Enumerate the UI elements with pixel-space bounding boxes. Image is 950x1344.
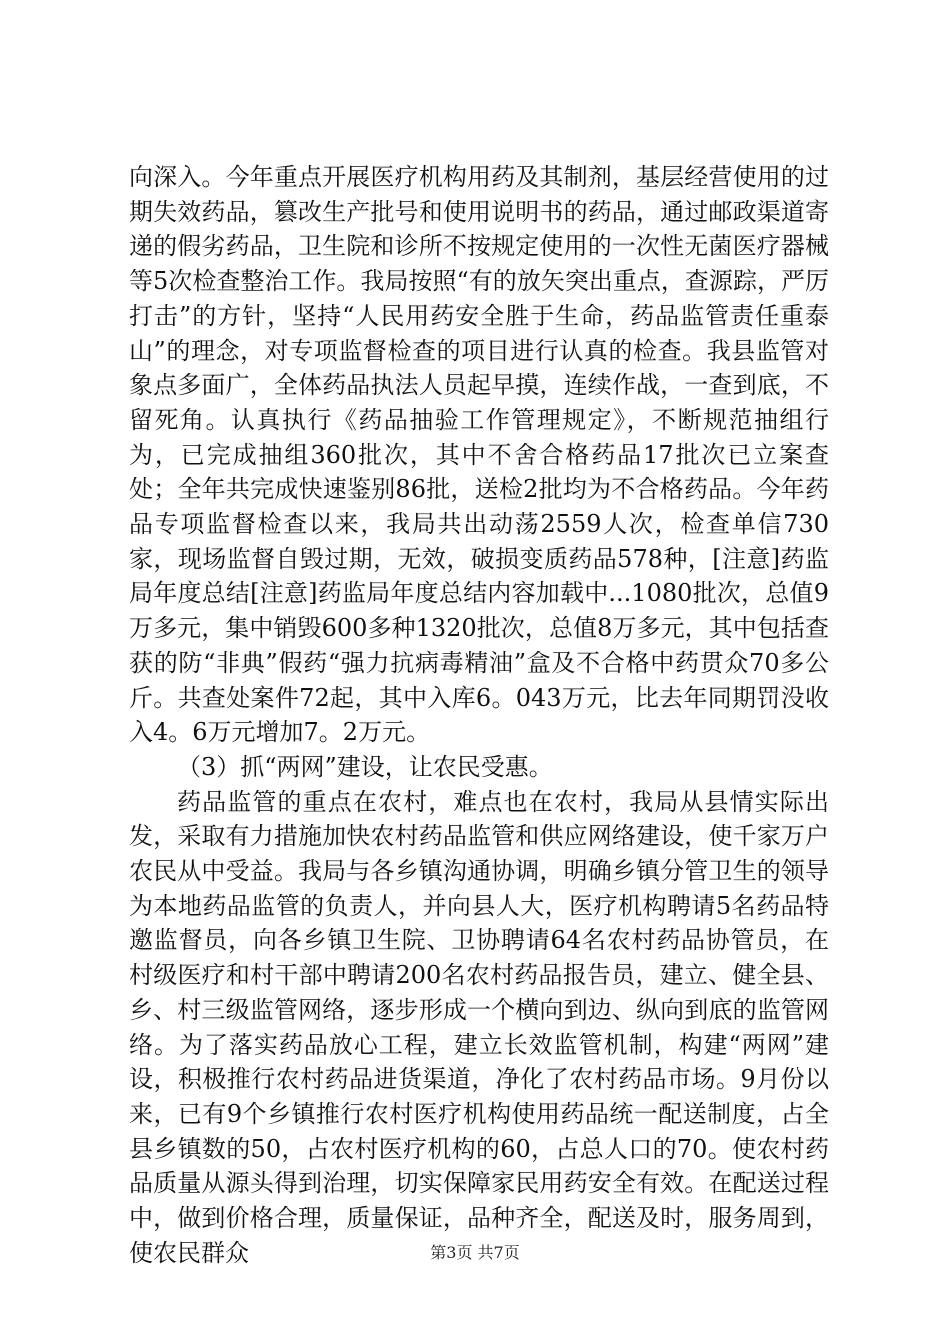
section-heading: （3）抓“两网”建设，让农民受惠。 [177, 752, 553, 781]
document-body [129, 160, 829, 1271]
paragraph: 向深入。今年重点开展医疗机构用药及其制剂，基层经营使用的过期失效药品，篡改生产批号和使用说明书的药品，通过邮政渠道寄递的假劣药品，卫生院和诊所不按规定使用的一次性无菌医疗器械等5次检查整治工作。我局按照“有的放矢突出重点，查源踪，严厉打击”的方针，坚持“人民用药安全胜于生命，药品监管责任重泰山”的理念，对专项监督检查的项目进行认真的检查。我县监管对象点多面广，全体药品执法人员起早摸，连续作战，一查到底，不留死角。认真执行《药品抽验工作管理规定》，不断规范抽组行为，已完成抽组360批次，其中不舍合格药品17批次已立案查处；全年共完成快速鉴别86批，送检2批均为不合格药品。今年药品专项监督检查以来，我局共出动荡2559人次，检查单信730家，现场监督自毁过期，无效，破损变质药品578种，[注意]药监局年度总结[注意]药监局年度总结内容加载中...1080批次，总值9万多元，集中销毁600多种1320批次，总值8万多元，其中包括查获的防“非典”假药“强力抗病毒精油”盒及不合格中药贯众70多公斤。共查处案件72起，其中入库6。043万元，比去年同期罚没收入4。6万元增加7。2万元。 [129, 163, 829, 747]
paragraph: 药品监管的重点在农村，难点也在农村，我局从县情实际出发，采取有力措施加快农村药品监管和供应网络建设，使千家万户农民从中受益。我局与各乡镇沟通协调，明确乡镇分管卫生的领导为本地药品监管的负责人，并向县人大，医疗机构聘请5名药品特邀监督员，向各乡镇卫生院、卫协聘请64名农村药品协管员，在村级医疗和村干部中聘请200名农村药品报告员，建立、健全县、乡、村三级监管网络，逐步形成一个横向到边、纵向到底的监管网络。为了落实药品放心工程，建立长效监管机制，构建“两网”建设，积极推行农村药品进货渠道，净化了农村药品市场。9月份以来，已有9个乡镇推行农村医疗机构使用药品统一配送制度，占全县乡镇数的50，占农村医疗机构的60，占总人口的70。使农村药品质量从源头得到治理，切实保障家民用药安全有效。在配送过程中，做到价格合理，质量保证，品种齐全，配送及时，服务周到，使农民群众 [129, 787, 829, 1267]
page-number: 第3页 共7页 [430, 1243, 520, 1262]
